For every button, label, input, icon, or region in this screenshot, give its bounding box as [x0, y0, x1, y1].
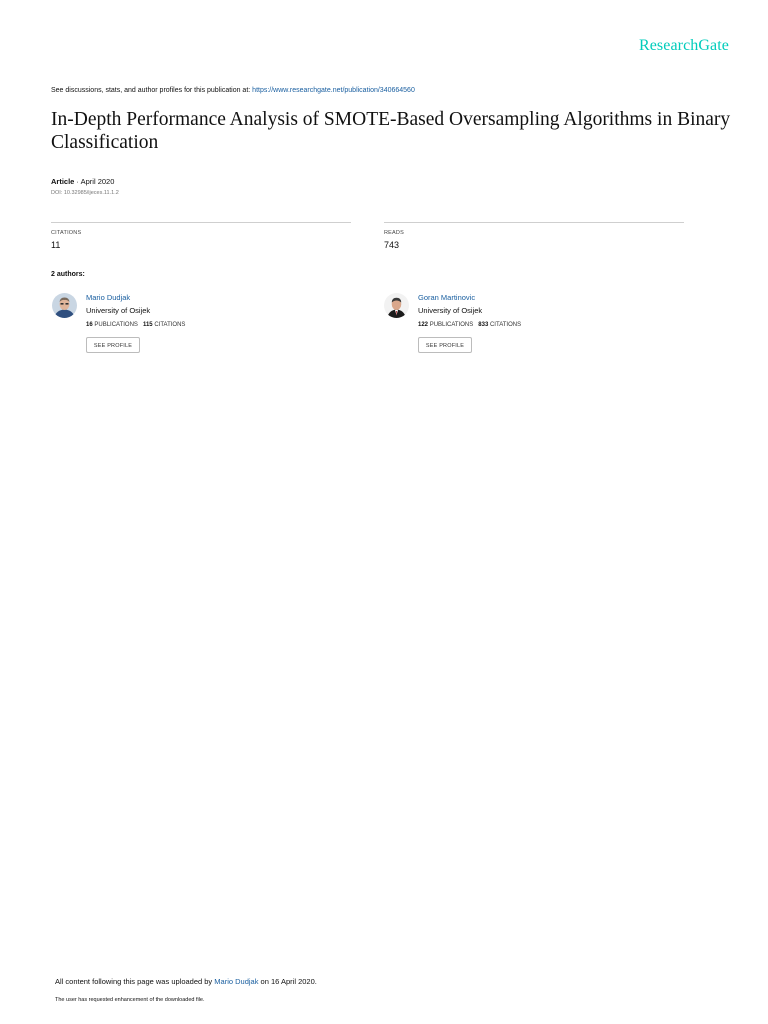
author-2-publications-count: 122 [418, 322, 429, 328]
reads-label: READS [384, 230, 404, 236]
author-2-publications-label: PUBLICATIONS [429, 322, 474, 328]
author-2-institution: University of Osijek [418, 306, 483, 315]
author-2-stats [418, 322, 521, 328]
meta-separator: · [74, 177, 81, 186]
uploader-link[interactable]: Mario Dudjak [214, 977, 259, 986]
citations-divider [51, 222, 351, 223]
see-profile-button-author-2[interactable]: SEE PROFILE [418, 337, 472, 353]
author-1-name[interactable]: Mario Dudjak [86, 293, 131, 302]
publication-link[interactable]: https://www.researchgate.net/publication/340664560 [252, 87, 415, 94]
upload-prefix: All content following this page was uploaded by [55, 977, 215, 986]
author-1-citations-count: 115 [142, 322, 153, 328]
citations-label: CITATIONS [51, 230, 82, 236]
reads-divider [384, 222, 684, 223]
author-2-citations-label: CITATIONS [489, 322, 522, 328]
see-profile-button-author-1[interactable]: SEE PROFILE [86, 337, 140, 353]
publication-meta [51, 177, 114, 186]
authors-heading: 2 authors: [51, 271, 85, 278]
author-1-stats [86, 322, 185, 328]
upload-note [55, 977, 317, 986]
author-1-publications-count: 16 [86, 322, 93, 328]
upload-suffix: on 16 April 2020. [258, 977, 317, 986]
avatar-author-2[interactable] [384, 293, 409, 318]
reads-value: 743 [384, 240, 400, 250]
researchgate-logo[interactable]: ResearchGate [638, 37, 729, 54]
publication-title: In-Depth Performance Analysis of SMOTE-Based Oversampling Algorithms in Binary Classification [51, 109, 731, 153]
publication-type: Article [51, 177, 75, 186]
author-2-name[interactable]: Goran Martinovic [418, 293, 476, 302]
citations-value: 11 [51, 240, 61, 250]
author-1-publications-label: PUBLICATIONS [94, 322, 138, 328]
enhancement-note: The user has requested enhancement of the downloaded file. [55, 997, 205, 1003]
discussions-prefix: See discussions, stats, and author profiles for this publication at: [51, 87, 253, 94]
author-1-citations-label: CITATIONS [154, 322, 186, 328]
publication-doi: DOI: 10.32985/ijeces.11.1.2 [51, 190, 119, 196]
author-1-institution: University of Osijek [86, 306, 151, 315]
author-2-citations-count: 833 [478, 322, 489, 328]
publication-date: April 2020 [80, 177, 115, 186]
avatar-author-1[interactable] [52, 293, 77, 318]
discussions-line [51, 87, 415, 94]
